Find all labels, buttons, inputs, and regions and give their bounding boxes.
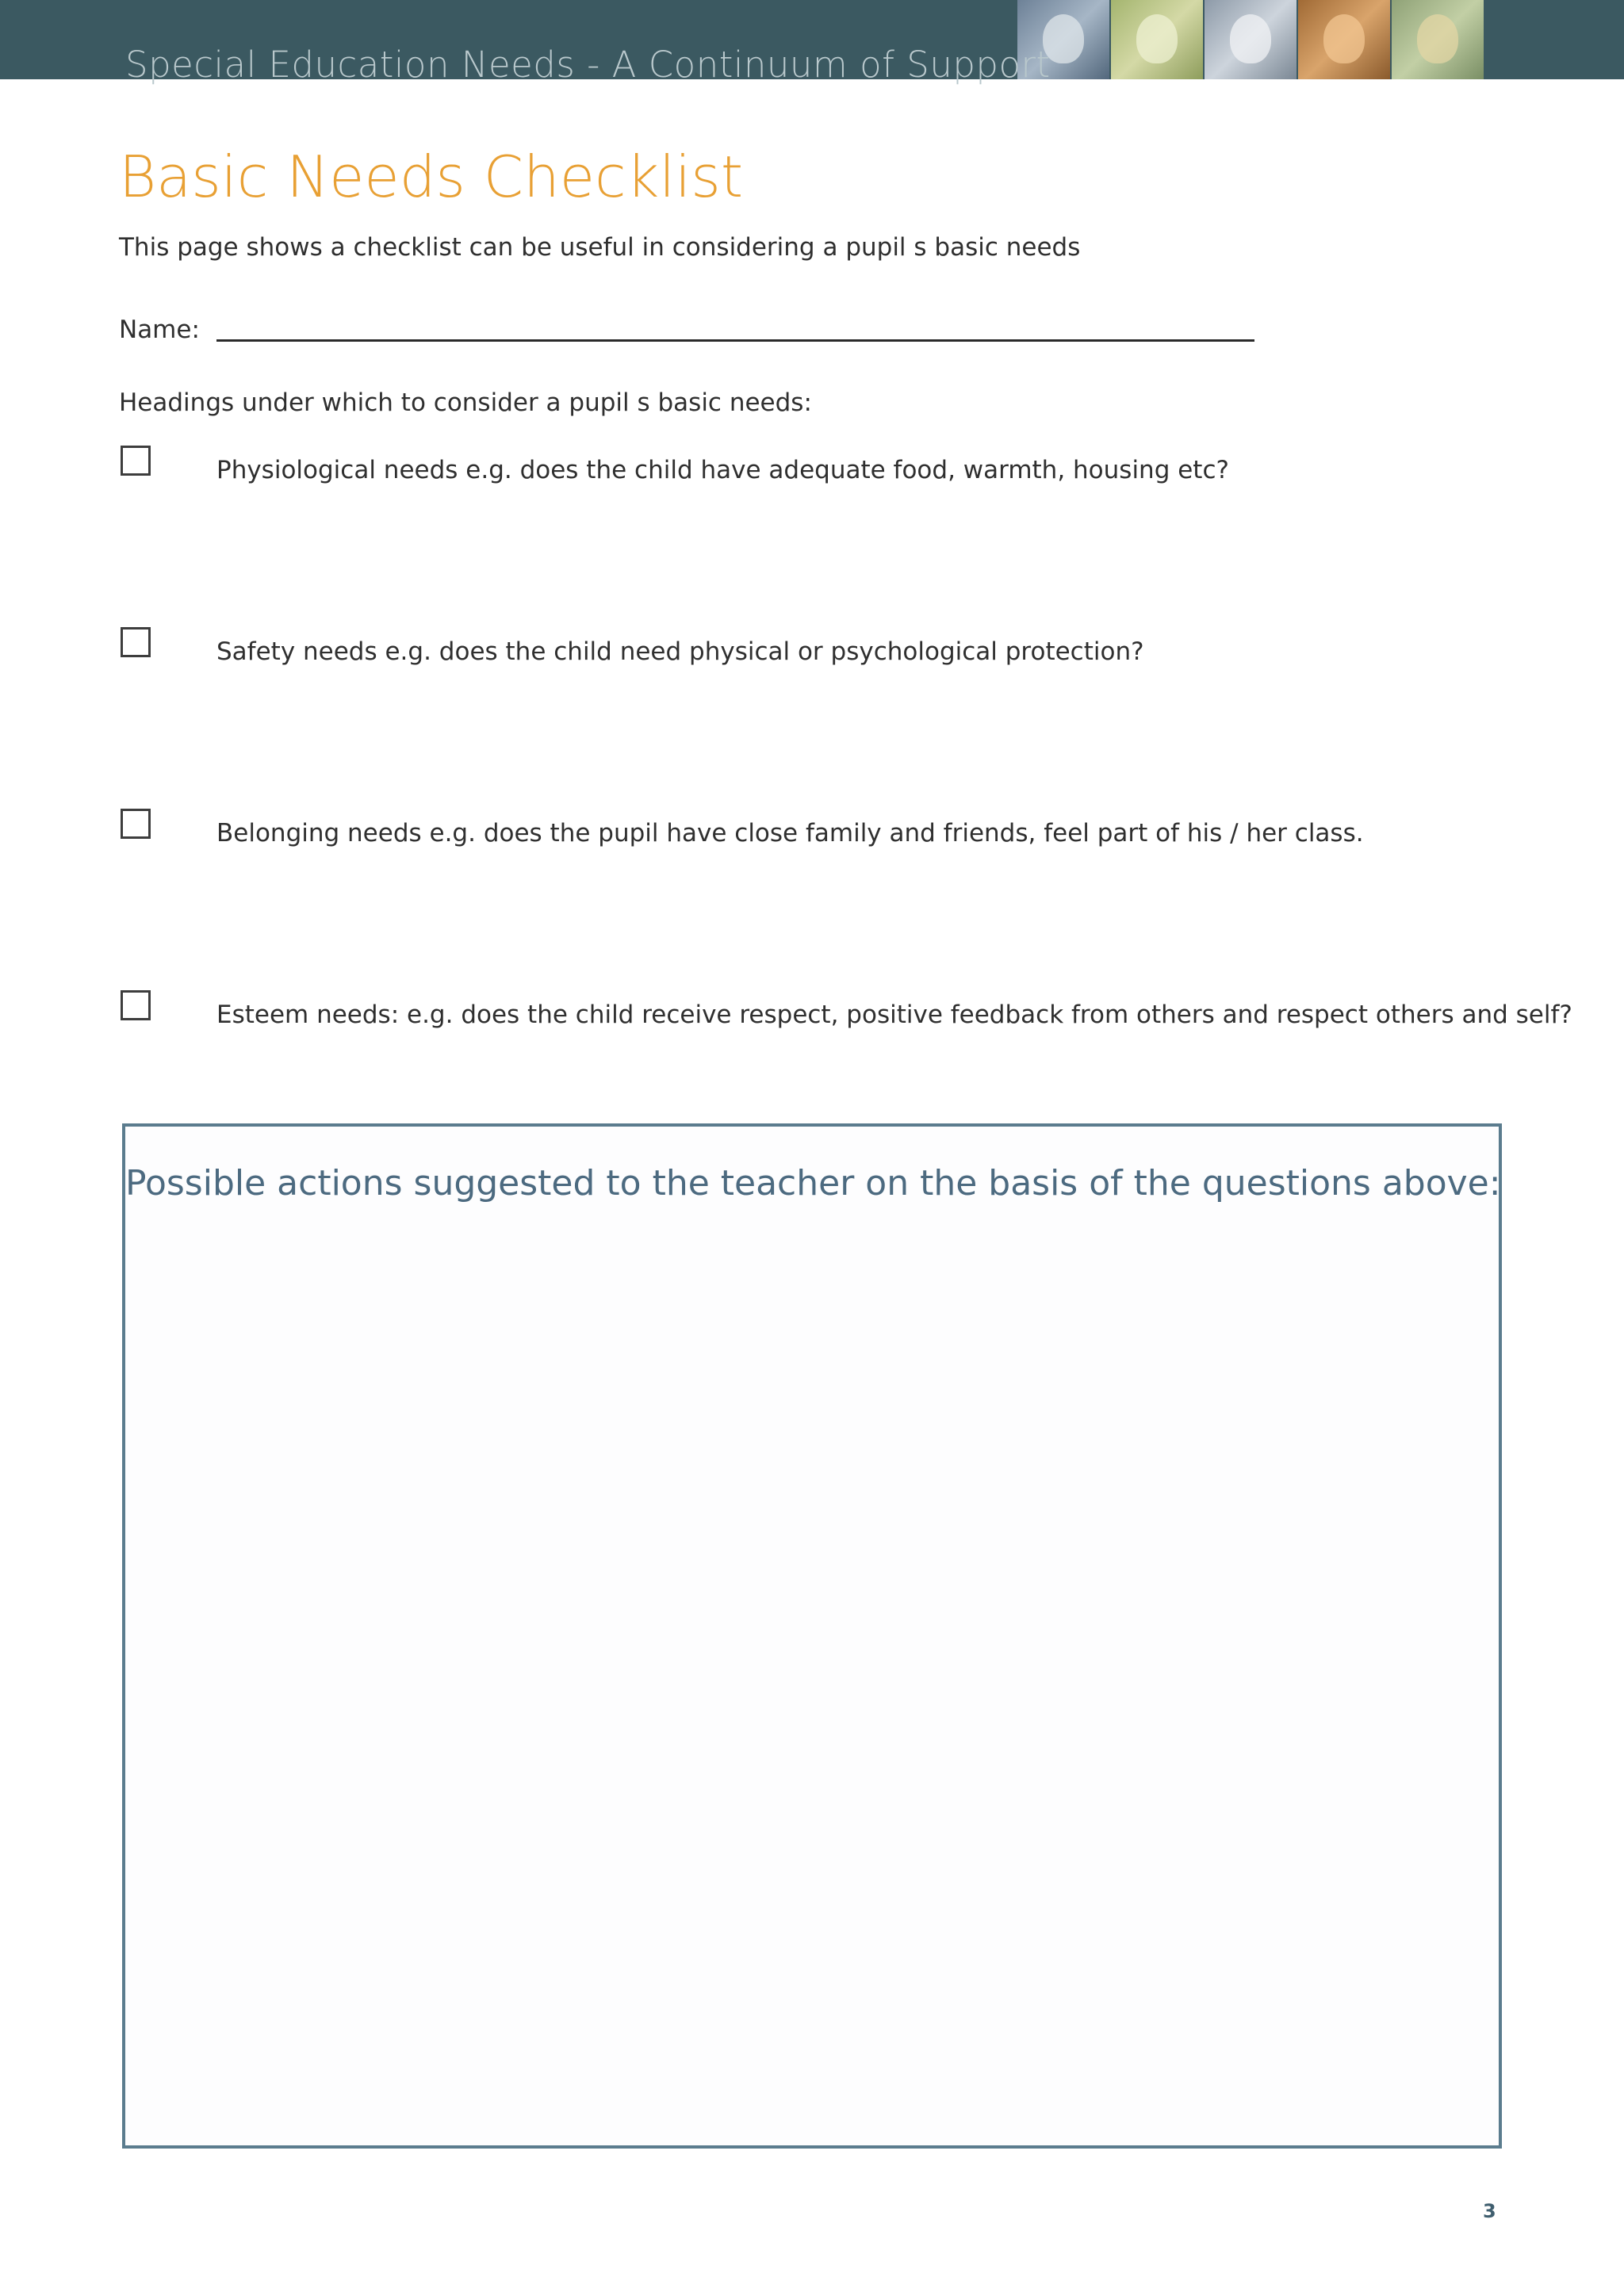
name-label: Name: [119, 316, 200, 344]
page-number: 3 [1483, 2200, 1496, 2222]
checklist-item-esteem: Esteem needs: e.g. does the child receive respect, positive feedback from others and respect others and self? [216, 1001, 1572, 1029]
checkbox-belonging[interactable] [121, 809, 151, 839]
photo-child-4 [1298, 0, 1390, 79]
checklist-item-belonging: Belonging needs e.g. does the pupil have close family and friends, feel part of his / her class. [216, 819, 1364, 848]
name-field[interactable] [216, 339, 1254, 342]
header-title: Special Education Needs - A Continuum of Support [125, 44, 1051, 86]
photo-child-5 [1392, 0, 1484, 79]
intro-text: This page shows a checklist can be useful in considering a pupil s basic needs [119, 233, 1081, 262]
header-photo-strip [1017, 0, 1485, 79]
page-title: Basic Needs Checklist [119, 144, 744, 210]
checklist-item-safety: Safety needs e.g. does the child need physical or psychological protection? [216, 637, 1144, 666]
checkbox-safety[interactable] [121, 627, 151, 657]
checkbox-physiological[interactable] [121, 446, 151, 476]
actions-box[interactable] [122, 1123, 1502, 2149]
header-band [0, 0, 1624, 86]
checklist-item-physiological: Physiological needs e.g. does the child have adequate food, warmth, housing etc? [216, 456, 1229, 484]
photo-child-3 [1205, 0, 1297, 79]
headings-intro: Headings under which to consider a pupil s basic needs: [119, 388, 812, 417]
photo-child-2 [1111, 0, 1203, 79]
checkbox-esteem[interactable] [121, 990, 151, 1020]
actions-heading: Possible actions suggested to the teacher on the basis of the questions above: [125, 1163, 1501, 1203]
